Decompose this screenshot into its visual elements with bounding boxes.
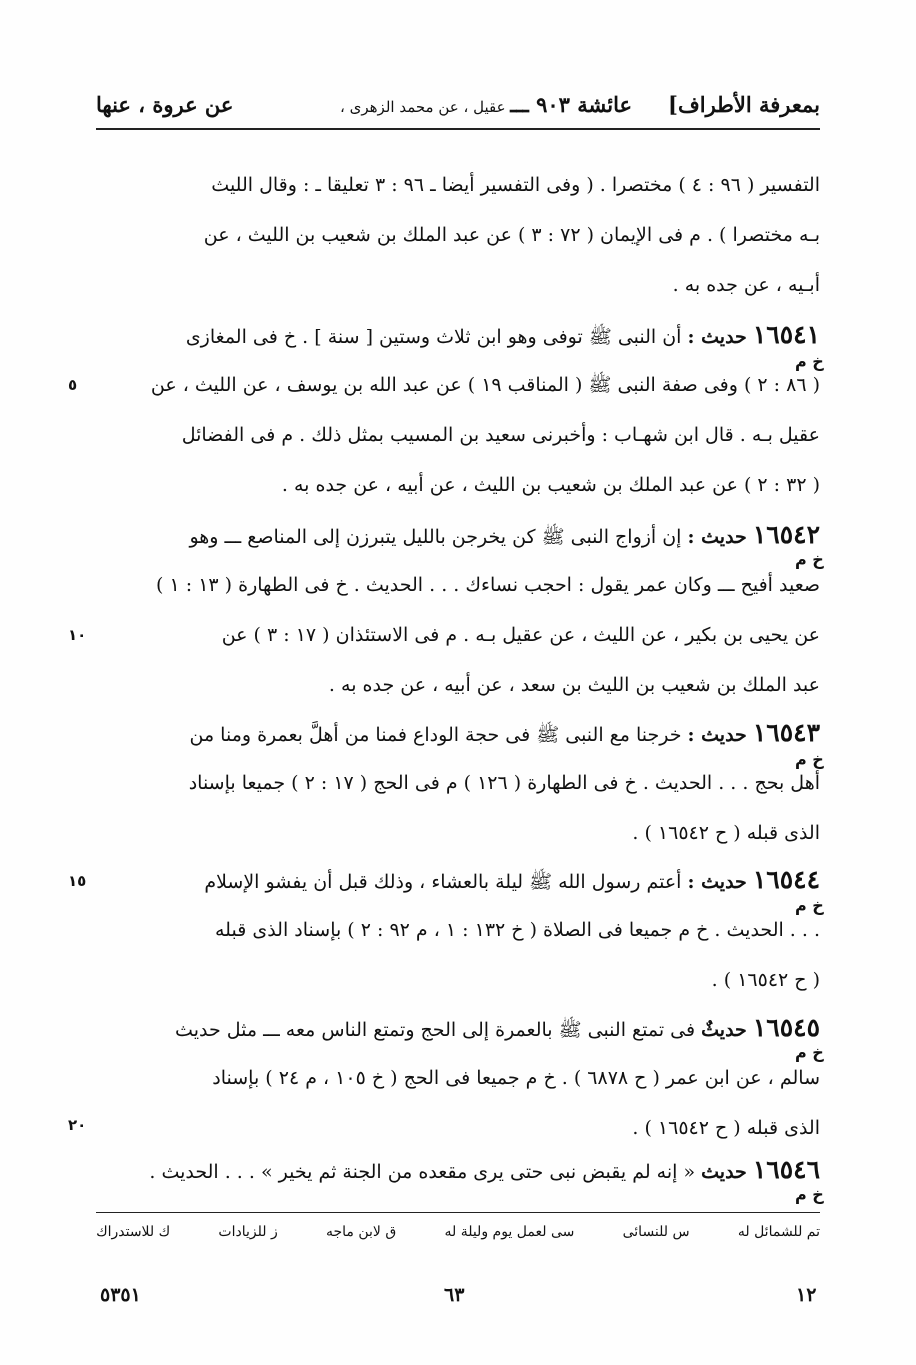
text-line: أن النبى ﷺ توفى وهو ابن ثلاث وستين [ سنة ] . خ فى المغازى: [185, 326, 682, 348]
hadith-entry: [96, 310, 820, 510]
entry-keyword: حديث: [701, 1161, 747, 1183]
line-number: ١٠: [68, 626, 87, 644]
entry-first-line: [96, 310, 820, 360]
text-line: الذى قبله ( ح ١٦٥٤٢ ) .: [632, 822, 820, 844]
entry-number: ١٦٥٤٣: [752, 718, 820, 747]
text-line: أهل بحج . . . الحديث . خ فى الطهارة ( ١٢٦ ) م فى الحج ( ١٧ : ٢ ) جميعا بإسناد: [188, 772, 820, 794]
volume-number: ١٢: [796, 1284, 817, 1306]
entry-keyword: حديثٌ: [701, 1019, 747, 1041]
header-rule: [96, 128, 820, 130]
text-line: ( ٨٦ : ٢ ) وفى صفة النبى ﷺ ( المناقب ١٩ ) عن عبد الله بن يوسف ، عن الليث ، عن: [150, 374, 820, 396]
entry-first-line: [96, 708, 820, 758]
footnote-item: سى لعمل يوم وليلة له: [444, 1224, 575, 1240]
text-line: التفسير ( ٩٦ : ٤ ) مختصرا . ( وفى التفسير أيضا ـ ٩٦ : ٣ تعليقا ـ : وقال الليث: [211, 174, 820, 196]
text-line: أعتم رسول الله ﷺ ليلة بالعشاء ، وذلك قبل أن يفشو الإسلام: [204, 871, 682, 893]
text-line: إن أزواج النبى ﷺ كن يخرجن بالليل يتبرزن إلى المناصع ـــ وهو: [189, 526, 682, 548]
footnote-key: [96, 1224, 820, 1240]
continuation-text: [96, 160, 820, 310]
entry-first-line: [96, 855, 820, 905]
entry-number: ١٦٥٤١: [752, 320, 820, 349]
entry-number: ١٦٥٤٢: [752, 520, 820, 549]
hadith-entry: [96, 708, 820, 858]
text-line: سالم ، عن ابن عمر ( ح ٦٨٧٨ ) . خ م جميعا فى الحج ( خ ١٠٥ ، م ٢٤ ) بإسناد: [212, 1067, 820, 1089]
entry-keyword: حديث :: [687, 871, 747, 893]
line-number: ٥: [68, 376, 78, 394]
header-right: بمعرفة الأطراف]: [668, 92, 820, 117]
entry-number: ١٦٥٤٤: [752, 865, 820, 894]
footnote-rule: [96, 1212, 820, 1213]
page-number: ٦٣: [444, 1284, 465, 1306]
entry-first-line: [96, 1145, 820, 1195]
hadith-entry: [96, 1145, 820, 1195]
text-line: عن يحيى بن بكير ، عن الليث ، عن عقيل بـه . م فى الاستئذان ( ١٧ : ٣ ) عن: [221, 624, 820, 646]
footnote-item: ز للزيادات: [218, 1224, 278, 1240]
text-line: ( ٣٢ : ٢ ) عن عبد الملك بن شعيب بن الليث ، عن أبيه ، عن جده به .: [281, 474, 820, 496]
text-line: « إنه لم يقبض نبى حتى يرى مقعده من الجنة ثم يخير » . . . الحديث .: [149, 1161, 696, 1183]
entry-keyword: حديث :: [687, 326, 747, 348]
running-header: [96, 84, 820, 128]
entry-first-line: [96, 1003, 820, 1053]
text-line: خرجنا مع النبى ﷺ فى حجة الوداع فمنا من أهلَّ بعمرة ومنا من: [189, 724, 682, 746]
margin-symbol: خ م: [795, 352, 824, 371]
text-line: بـه مختصرا ) . م فى الإيمان ( ٧٢ : ٣ ) عن عبد الملك بن شعيب بن الليث ، عن: [203, 224, 820, 246]
footnote-item: ك للاستدراك: [96, 1224, 171, 1240]
footer-serial: ٥٣٥١: [100, 1284, 141, 1306]
margin-symbol: خ م: [795, 750, 824, 769]
header-center-chain: عقيل ، عن محمد الزهرى ،: [340, 98, 511, 116]
footnote-item: تم للشمائل له: [737, 1224, 820, 1240]
text-line: الذى قبله ( ح ١٦٥٤٢ ) .: [632, 1117, 820, 1139]
text-line: أبـيه ، عن جده به .: [672, 274, 820, 296]
margin-symbol: خ م: [795, 1043, 824, 1062]
line-number: ١٥: [68, 872, 87, 890]
text-line: صعيد أفيح ـــ وكان عمر يقول : احجب نساءك . . . الحديث . خ فى الطهارة ( ١٣ : ١ ): [156, 574, 820, 596]
text-line: عبد الملك بن شعيب بن الليث بن سعد ، عن أبيه ، عن جده به .: [328, 674, 820, 696]
margin-symbol: خ م: [795, 896, 824, 915]
hadith-entry: [96, 510, 820, 710]
footnote-item: ق لابن ماجه: [325, 1224, 397, 1240]
text-line: فى تمتع النبى ﷺ بالعمرة إلى الحج وتمتع الناس معه ـــ مثل حديث: [175, 1019, 696, 1041]
entry-keyword: حديث :: [687, 526, 747, 548]
hadith-entry: [96, 855, 820, 1005]
margin-symbol: خ م: [795, 550, 824, 569]
margin-symbol: خ م: [795, 1185, 824, 1204]
header-left: عن عروة ، عنها: [96, 92, 234, 117]
entry-number: ١٦٥٤٦: [752, 1155, 820, 1184]
entry-keyword: حديث :: [687, 724, 747, 746]
text-line: . . . الحديث . خ م جميعا فى الصلاة ( خ ١٣٢ : ١ ، م ٩٢ : ٢ ) بإسناد الذى قبله: [215, 919, 820, 941]
header-center-title: عائشة ٩٠٣ ـــ: [510, 92, 632, 117]
text-line: ( ح ١٦٥٤٢ ) .: [711, 969, 820, 991]
footnote-item: س للنسائى: [622, 1224, 690, 1240]
entry-number: ١٦٥٤٥: [752, 1013, 820, 1042]
header-center: [340, 92, 632, 117]
line-number: ٢٠: [68, 1116, 87, 1134]
text-line: عقيل بـه . قال ابن شهـاب : وأخبرنى سعيد بن المسيب بمثل ذلك . م فى الفضائل: [181, 424, 820, 446]
entry-first-line: [96, 510, 820, 560]
hadith-entry: [96, 1003, 820, 1153]
